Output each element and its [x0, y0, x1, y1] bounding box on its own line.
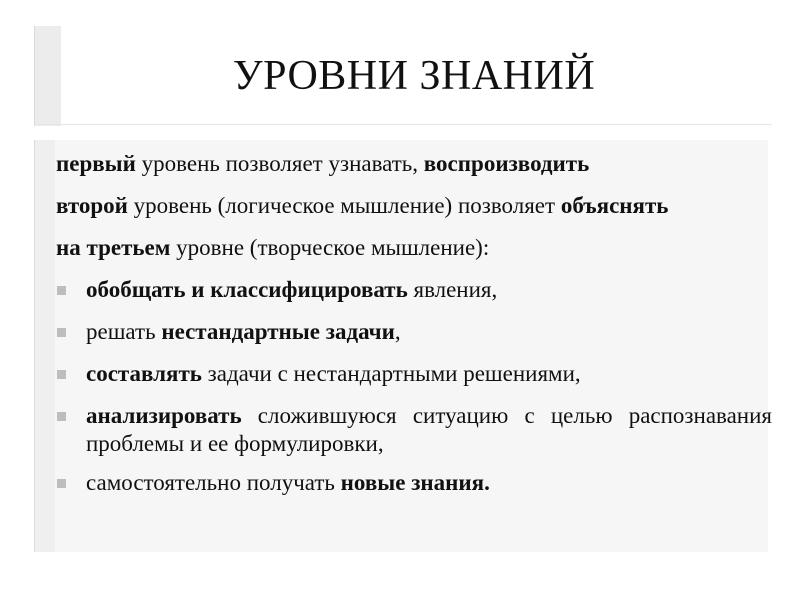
list-item	[56, 360, 772, 388]
list-item	[56, 402, 772, 458]
bullet-post: явления,	[407, 277, 498, 302]
level-2-bold-verb: объяснять	[560, 193, 669, 218]
bullet-bold: обобщать и классифицировать	[86, 277, 408, 302]
list-item	[56, 318, 772, 346]
bullet-bold: новые знания.	[340, 470, 490, 495]
bullet-square-icon	[57, 370, 66, 379]
bullet-square-icon	[57, 412, 66, 421]
bullet-pre: самостоятельно получать	[86, 470, 341, 495]
bullet-bold: составлять	[86, 361, 202, 386]
slide-body	[56, 150, 772, 511]
level-1-text: уровень позволяет узнавать,	[135, 151, 424, 176]
level-3-text: уровне (творческое мышление):	[170, 235, 490, 260]
paragraph-level-2	[56, 192, 772, 220]
bullet-post: задачи с нестандартными решениями,	[201, 361, 581, 386]
level-3-bold: на третьем	[56, 235, 171, 260]
paragraph-level-1	[56, 150, 772, 178]
level-2-text: уровень (логическое мышление) позволяет	[127, 193, 561, 218]
bullet-post: сложившуюся ситуацию с целью распознавания проблемы и ее формулировки,	[86, 403, 772, 456]
bullet-bold: анализировать	[86, 403, 242, 428]
level-2-bold: второй	[56, 193, 128, 218]
slide-title: УРОВНИ ЗНАНИЙ	[232, 53, 596, 99]
decorative-divider	[34, 124, 772, 125]
bullet-post: ,	[394, 319, 401, 344]
paragraph-level-3	[56, 234, 772, 262]
bullet-square-icon	[57, 286, 66, 295]
bullet-bold: нестандартные задачи	[161, 319, 395, 344]
list-item	[56, 469, 772, 497]
bullet-square-icon	[57, 479, 66, 488]
level-1-bold: первый	[56, 151, 136, 176]
decorative-bar-body	[34, 140, 55, 552]
list-item	[56, 276, 772, 304]
bullet-square-icon	[57, 328, 66, 337]
level-1-bold-verb: воспроизводить	[423, 151, 590, 176]
bullet-pre: решать	[86, 319, 162, 344]
